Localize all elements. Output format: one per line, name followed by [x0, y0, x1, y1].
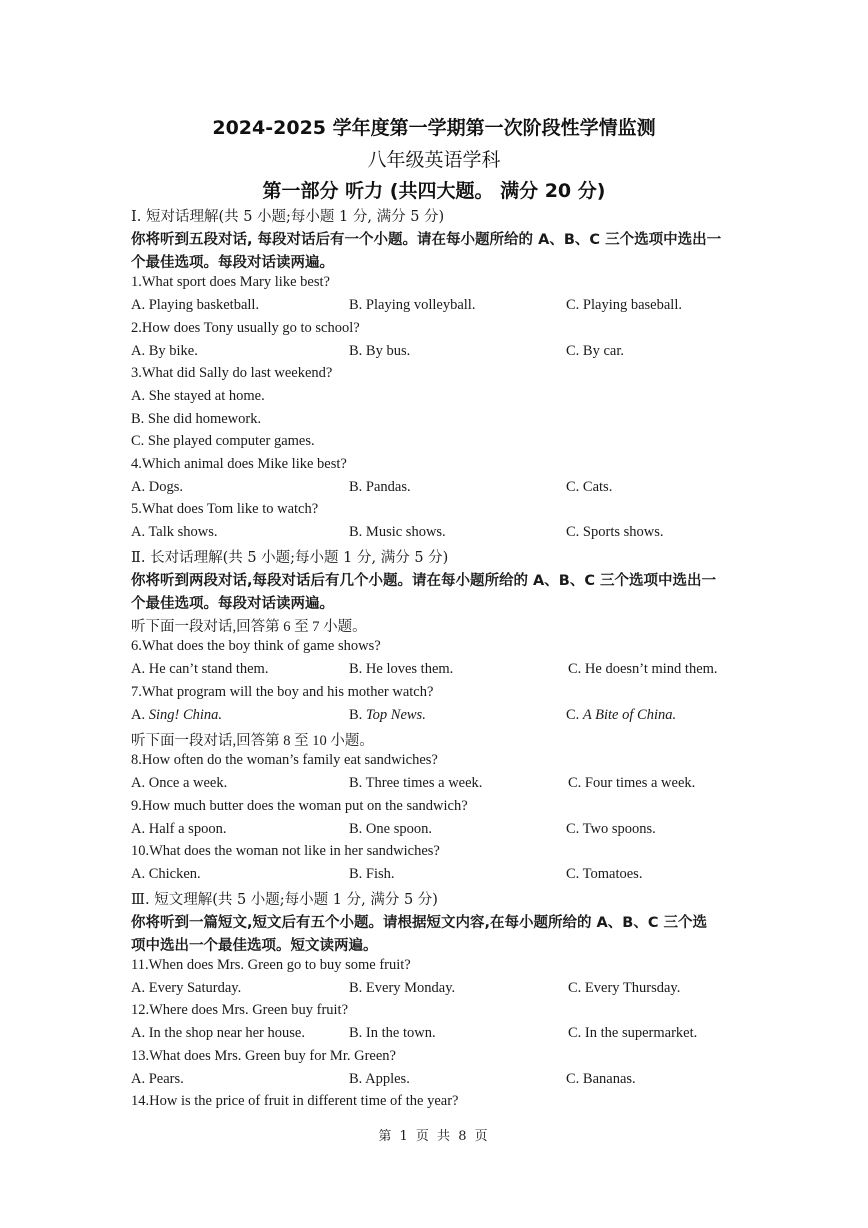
question-stem: 11.When does Mrs. Green go to buy some fruit? — [131, 957, 411, 973]
option-a: A. Talk shows. — [131, 524, 218, 540]
question-stem: 13.What does Mrs. Green buy for Mr. Green? — [131, 1048, 396, 1064]
option-c: C. He doesn’t mind them. — [568, 661, 718, 677]
option-letter: A. — [131, 707, 149, 723]
option-letter: B. — [349, 707, 366, 723]
option-b: B. She did homework. — [131, 411, 262, 427]
option-c: C. Playing baseball. — [566, 297, 682, 313]
section-3-instruction: 你将听到一篇短文,短文后有五个小题。请根据短文内容,在每小题所给的 A、B、C 三个选 — [131, 915, 708, 931]
option-b: B. Music shows. — [349, 524, 446, 540]
option-a: A. Chicken. — [131, 866, 201, 882]
section-2-heading: Ⅱ. 长对话理解(共 5 小题;每小题 1 分, 满分 5 分) — [131, 550, 449, 566]
question-stem: 14.How is the price of fruit in different time of the year? — [131, 1093, 459, 1109]
option-title: Sing! China. — [148, 707, 223, 723]
option-title: A Bite of China. — [582, 707, 677, 723]
option-a: A. Once a week. — [131, 775, 228, 791]
dialogue-note: 听下面一段对话,回答第 6 至 7 小题。 — [131, 619, 367, 635]
option-b: B. He loves them. — [349, 661, 454, 677]
option-b — [349, 707, 426, 724]
section-1-heading: Ⅰ. 短对话理解(共 5 小题;每小题 1 分, 满分 5 分) — [131, 209, 445, 225]
section-1-instruction-cont: 个最佳选项。每段对话读两遍。 — [131, 255, 334, 271]
option-a — [131, 707, 222, 724]
option-c: C. Two spoons. — [566, 821, 656, 837]
section-2-instruction-cont: 个最佳选项。每段对话读两遍。 — [131, 596, 334, 612]
question-stem: 12.Where does Mrs. Green buy fruit? — [131, 1002, 349, 1018]
option-c: C. Cats. — [566, 479, 613, 495]
option-b: B. Fish. — [349, 866, 395, 882]
question-stem: 10.What does the woman not like in her sandwiches? — [131, 843, 440, 859]
option-a: A. Half a spoon. — [131, 821, 227, 837]
option-a: A. Pears. — [131, 1071, 184, 1087]
question-stem: 8.How often do the woman’s family eat sandwiches? — [131, 752, 438, 768]
option-a: A. He can’t stand them. — [131, 661, 269, 677]
option-b: B. In the town. — [349, 1025, 436, 1041]
option-b: B. By bus. — [349, 343, 411, 359]
option-a: A. In the shop near her house. — [131, 1025, 305, 1041]
option-title: Top News. — [365, 707, 426, 723]
option-c — [566, 707, 676, 724]
option-a: A. She stayed at home. — [131, 388, 265, 404]
option-a: A. Playing basketball. — [131, 297, 260, 313]
section-2-instruction: 你将听到两段对话,每段对话后有几个小题。请在每小题所给的 A、B、C 三个选项中选出一 — [131, 573, 717, 589]
option-c: C. Every Thursday. — [568, 980, 681, 996]
option-b: B. Apples. — [349, 1071, 410, 1087]
option-c: C. Four times a week. — [568, 775, 696, 791]
option-letter: C. — [566, 707, 583, 723]
option-c: C. Bananas. — [566, 1071, 636, 1087]
question-stem: 6.What does the boy think of game shows? — [131, 638, 381, 654]
option-a: A. By bike. — [131, 343, 198, 359]
question-stem: 2.How does Tony usually go to school? — [131, 320, 360, 336]
option-c: C. Tomatoes. — [566, 866, 643, 882]
option-c: C. By car. — [566, 343, 624, 359]
section-3-heading: Ⅲ. 短文理解(共 5 小题;每小题 1 分, 满分 5 分) — [131, 892, 438, 908]
question-stem: 3.What did Sally do last weekend? — [131, 365, 333, 381]
exam-subtitle: 八年级英语学科 — [367, 149, 501, 171]
option-a: A. Dogs. — [131, 479, 183, 495]
option-a: A. Every Saturday. — [131, 980, 242, 996]
option-b: B. Playing volleyball. — [349, 297, 476, 313]
dialogue-note: 听下面一段对话,回答第 8 至 10 小题。 — [131, 733, 374, 749]
section-3-instruction-cont: 项中选出一个最佳选项。短文读两遍。 — [131, 938, 378, 954]
page-footer: 第 1 页 共 8 页 — [378, 1129, 490, 1144]
option-c: C. In the supermarket. — [568, 1025, 698, 1041]
option-c: C. She played computer games. — [131, 433, 315, 449]
option-b: B. One spoon. — [349, 821, 432, 837]
part-heading: 第一部分 听力 (共四大题。 满分 20 分) — [262, 180, 606, 202]
question-stem: 5.What does Tom like to watch? — [131, 501, 319, 517]
question-stem: 9.How much butter does the woman put on the sandwich? — [131, 798, 468, 814]
option-b: B. Three times a week. — [349, 775, 483, 791]
option-c: C. Sports shows. — [566, 524, 664, 540]
option-b: B. Every Monday. — [349, 980, 456, 996]
question-stem: 7.What program will the boy and his mother watch? — [131, 684, 434, 700]
question-stem: 4.Which animal does Mike like best? — [131, 456, 347, 472]
option-b: B. Pandas. — [349, 479, 411, 495]
section-1-instruction: 你将听到五段对话, 每段对话后有一个小题。请在每小题所给的 A、B、C 三个选项中选出一 — [131, 232, 722, 248]
exam-title: 2024-2025 学年度第一学期第一次阶段性学情监测 — [212, 117, 656, 139]
question-stem: 1.What sport does Mary like best? — [131, 274, 330, 290]
